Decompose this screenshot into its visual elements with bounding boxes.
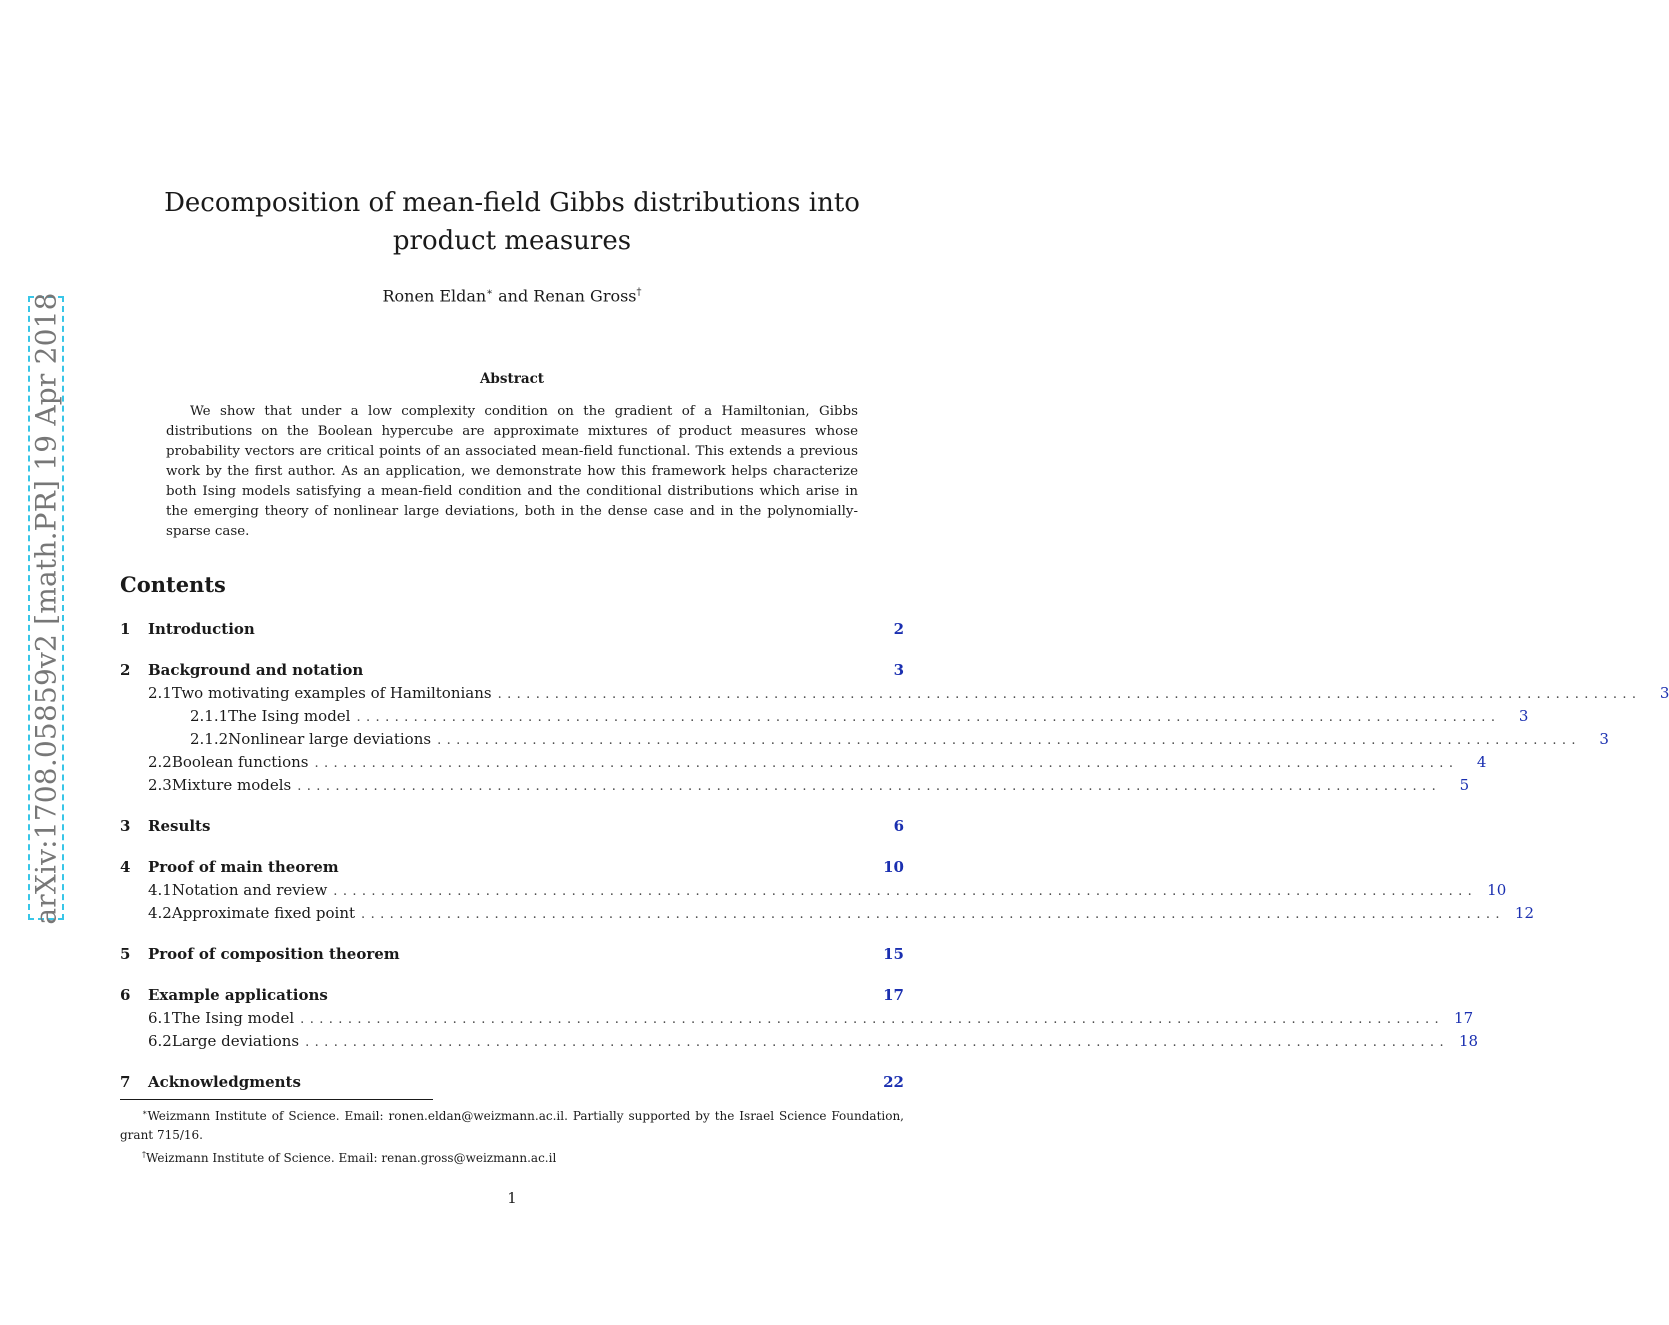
toc-section-title[interactable]: Introduction: [148, 620, 255, 638]
toc-section-title[interactable]: Acknowledgments: [148, 1073, 301, 1091]
arxiv-identifier: arXiv:1708.05859v2 [math.PR] 19 Apr 2018: [29, 291, 63, 925]
footnote-divider: [120, 1099, 433, 1100]
toc-section-number: 7: [120, 1073, 131, 1091]
toc-section-title[interactable]: Proof of composition theorem: [148, 945, 400, 963]
toc-page-link[interactable]: 10: [883, 858, 904, 876]
toc-page-link[interactable]: 22: [883, 1073, 904, 1091]
toc-section-number: 4: [120, 858, 131, 876]
toc-page-link[interactable]: 3: [1599, 730, 1609, 748]
toc-subsection-title[interactable]: Notation and review: [171, 881, 328, 899]
toc-leader-dots: ........................................................................................................................: [437, 733, 1581, 748]
footnote: [120, 1145, 904, 1168]
toc-page-link[interactable]: 3: [893, 661, 904, 679]
toc-subsection[interactable]: [120, 1007, 1474, 1030]
toc-subsection-title[interactable]: Boolean functions: [171, 753, 309, 771]
toc-section[interactable]: [120, 659, 904, 682]
toc-page-link[interactable]: 4: [1476, 753, 1487, 771]
toc-subsection-title[interactable]: The Ising model: [228, 707, 351, 725]
footnote-mark: †: [142, 1150, 146, 1159]
toc-section-title[interactable]: Proof of main theorem: [148, 858, 339, 876]
footnote: [120, 1103, 904, 1145]
table-of-contents: [120, 618, 1669, 1094]
toc-subsection[interactable]: [120, 682, 1669, 705]
toc-page-link[interactable]: 3: [1518, 707, 1529, 725]
toc-leader-dots: ........................................................................................................................: [356, 710, 1501, 725]
toc-subsection-number: 4.1: [148, 881, 172, 899]
toc-section[interactable]: [120, 618, 904, 641]
toc-section[interactable]: [120, 1071, 904, 1094]
author-name: Ronen Eldan: [382, 286, 487, 306]
toc-subsubsection[interactable]: [120, 705, 1529, 728]
toc-section-number: 6: [120, 986, 131, 1004]
toc-subsection-number: 6.2: [148, 1032, 172, 1050]
toc-subsubsection[interactable]: [120, 728, 1609, 751]
arxiv-stamp: [28, 291, 64, 925]
author-footnote-mark[interactable]: ∗: [486, 287, 494, 298]
toc-page-link[interactable]: 5: [1459, 776, 1470, 794]
abstract-heading: Abstract: [479, 371, 545, 387]
toc-page-link[interactable]: 3: [1659, 684, 1669, 702]
abstract-text: We show that under a low complexity condition on the gradient of a Hamiltonian, Gibbs distributions on the Boolean hypercube are approximate mixtures of product measures whose probability vectors are critical points of an associated mean-field functional. This extends a previous work by the first author. As an application, we demonstrate how this framework helps characterize both Ising models satisfying a mean-field condition and the conditional distributions which arise in the emerging theory of nonlinear large deviations, both in the dense case and in the polynomially-sparse case.: [166, 404, 858, 539]
toc-leader-dots: ........................................................................................................................: [297, 779, 1442, 794]
footnote-text: Weizmann Institute of Science. Email: renan.gross@weizmann.ac.il: [146, 1151, 557, 1165]
toc-section[interactable]: [120, 815, 904, 838]
toc-subsection-number: 2.3: [148, 776, 172, 794]
toc-subsection[interactable]: [120, 1030, 1479, 1053]
toc-subsection[interactable]: [120, 774, 1470, 797]
toc-leader-dots: ........................................................................................................................: [314, 756, 1459, 771]
toc-section[interactable]: [120, 984, 904, 1007]
toc-subsection-title[interactable]: Nonlinear large deviations: [228, 730, 432, 748]
toc-subsection[interactable]: [120, 902, 1535, 925]
toc-subsection[interactable]: [120, 751, 1487, 774]
toc-page-link[interactable]: 15: [883, 945, 904, 963]
toc-leader-dots: ........................................................................................................................: [305, 1035, 1449, 1050]
toc-section-number: 1: [120, 620, 131, 638]
toc-page-link[interactable]: 2: [893, 620, 904, 638]
toc-page-link[interactable]: 12: [1514, 904, 1535, 922]
toc-subsection-number: 2.2: [148, 753, 172, 771]
toc-section-number: 2: [120, 661, 131, 679]
contents-heading: Contents: [120, 572, 226, 597]
author-line: [120, 282, 904, 307]
toc-subsection-title[interactable]: Approximate fixed point: [171, 904, 356, 922]
toc-section[interactable]: [120, 943, 904, 966]
toc-subsection-title[interactable]: The Ising model: [171, 1009, 295, 1027]
toc-page-link[interactable]: 18: [1458, 1032, 1479, 1050]
toc-leader-dots: ........................................................................................................................: [361, 907, 1505, 922]
toc-page-link[interactable]: 10: [1487, 881, 1507, 899]
footnote-mark: ∗: [142, 1108, 148, 1117]
author-name: Renan Gross: [533, 286, 637, 306]
toc-subsection-number: 2.1: [148, 684, 172, 702]
footnote-text: Weizmann Institute of Science. Email: ronen.eldan@weizmann.ac.il. Partially supported by the Israel Science Foundation, grant 715/16.: [120, 1109, 904, 1142]
toc-subsection-number: 2.1.1: [190, 707, 229, 725]
toc-section-title[interactable]: Background and notation: [148, 661, 364, 679]
page-number: 1: [507, 1189, 517, 1207]
toc-page-link[interactable]: 17: [883, 986, 904, 1004]
toc-leader-dots: ........................................................................................................................: [497, 687, 1642, 702]
author-footnote-mark[interactable]: †: [636, 287, 642, 298]
toc-leader-dots: ........................................................................................................................: [300, 1012, 1445, 1027]
toc-page-link[interactable]: 17: [1454, 1009, 1474, 1027]
author-connector: and: [493, 286, 534, 306]
toc-page-link[interactable]: 6: [893, 817, 904, 835]
toc-section-number: 3: [120, 817, 131, 835]
toc-section-title[interactable]: Results: [148, 817, 211, 835]
toc-subsection-title[interactable]: Mixture models: [171, 776, 292, 794]
toc-subsection-title[interactable]: Two motivating examples of Hamiltonians: [171, 684, 492, 702]
toc-subsection-number: 2.1.2: [190, 730, 229, 748]
toc-leader-dots: ........................................................................................................................: [333, 884, 1478, 899]
toc-subsection-number: 6.1: [148, 1009, 172, 1027]
toc-subsection-title[interactable]: Large deviations: [171, 1032, 300, 1050]
footnotes: [120, 1103, 904, 1168]
toc-section[interactable]: [120, 856, 904, 879]
toc-subsection-number: 4.2: [148, 904, 172, 922]
toc-subsection[interactable]: [120, 879, 1507, 902]
toc-section-title[interactable]: Example applications: [148, 986, 328, 1004]
toc-section-number: 5: [120, 945, 131, 963]
paper-title: Decomposition of mean-field Gibbs distributions into product measures: [164, 188, 860, 256]
